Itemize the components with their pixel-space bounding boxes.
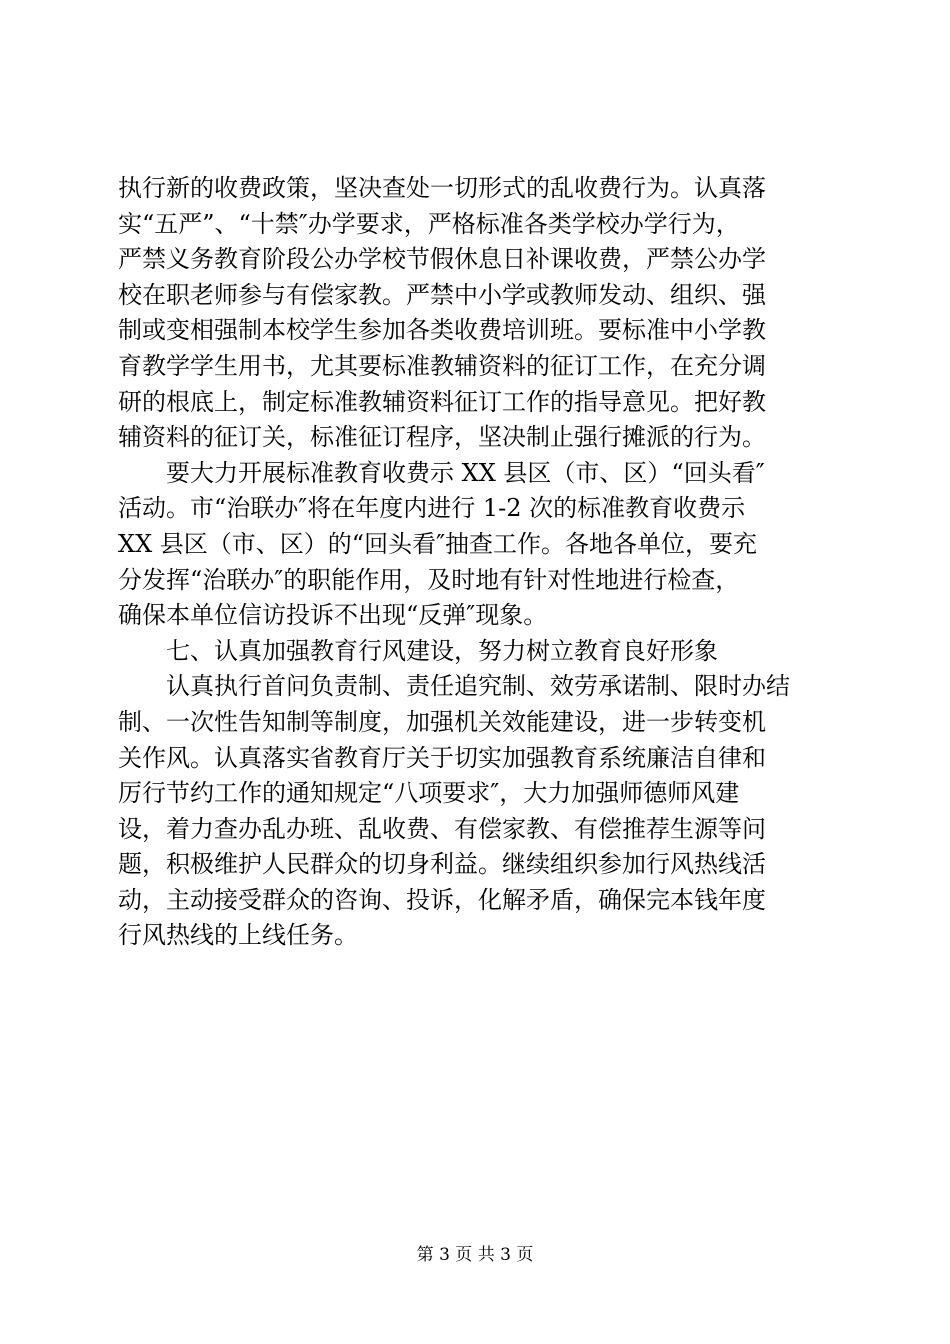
text-line: 认真执行首问负责制、责任追究制、效劳承诺制、限时办结 [118, 672, 790, 701]
page-number-label: 第 3 页 共 3 页 [416, 1245, 534, 1265]
text-line: 执行新的收费政策，坚决查处一切形式的乱收费行为。认真落 [118, 174, 766, 202]
text-line: 制或变相强制本校学生参加各类收费培训班。要标准中小学教 [118, 316, 766, 345]
text-line: 活动。市“治联办″将在年度内进行 1-2 次的标准教育收费示 [118, 494, 746, 523]
text-line: 分发挥“治联办″的职能作用，及时地有针对性地进行检查， [118, 565, 740, 594]
text-line: 研的根底上，制定标准教辅资料征订工作的指导意见。把好教 [118, 387, 766, 416]
text-line: 关作风。认真落实省教育厅关于切实加强教育系统廉洁自律和 [118, 743, 766, 772]
text-line: 育教学学生用书，尤其要标准教辅资料的征订工作，在充分调 [118, 351, 766, 380]
text-line: 实“五严”、“十禁″办学要求，严格标准各类学校办学行为， [118, 209, 740, 238]
text-line: 制、一次性告知制等制度，加强机关效能建设，进一步转变机 [118, 707, 766, 736]
text-line: 要大力开展标准教育收费示 XX 县区（市、区）“回头看″ [118, 458, 765, 487]
section-heading: 七、认真加强教育行风建设，努力树立教育良好形象 [118, 636, 718, 665]
text-line: 厉行节约工作的通知规定“八项要求″，大力加强师德师风建 [118, 779, 740, 808]
text-line: 行风热线的上线任务。 [118, 921, 358, 950]
text-line: 动，主动接受群众的咨询、投诉，化解矛盾，确保完本钱年度 [118, 885, 766, 914]
text-line: 严禁义务教育阶段公办学校节假休息日补课收费，严禁公办学 [118, 245, 766, 274]
text-line: 设，着力查办乱办班、乱收费、有偿家教、有偿推荐生源等问 [118, 814, 766, 843]
text-line: 题，积极维护人民群众的切身利益。继续组织参加行风热线活 [118, 850, 766, 879]
page-footer [0, 1244, 950, 1266]
text-line: 校在职老师参与有偿家教。严禁中小学或教师发动、组织、强 [118, 280, 766, 309]
text-line: 确保本单位信访投诉不出现“反弹″现象。 [118, 601, 548, 630]
text-line: XX 县区（市、区）的“回头看″抽查工作。各地各单位，要充 [118, 529, 758, 558]
text-line: 辅资料的征订关，标准征订程序，坚决制止强行摊派的行为。 [118, 423, 766, 452]
body-text [118, 171, 838, 954]
